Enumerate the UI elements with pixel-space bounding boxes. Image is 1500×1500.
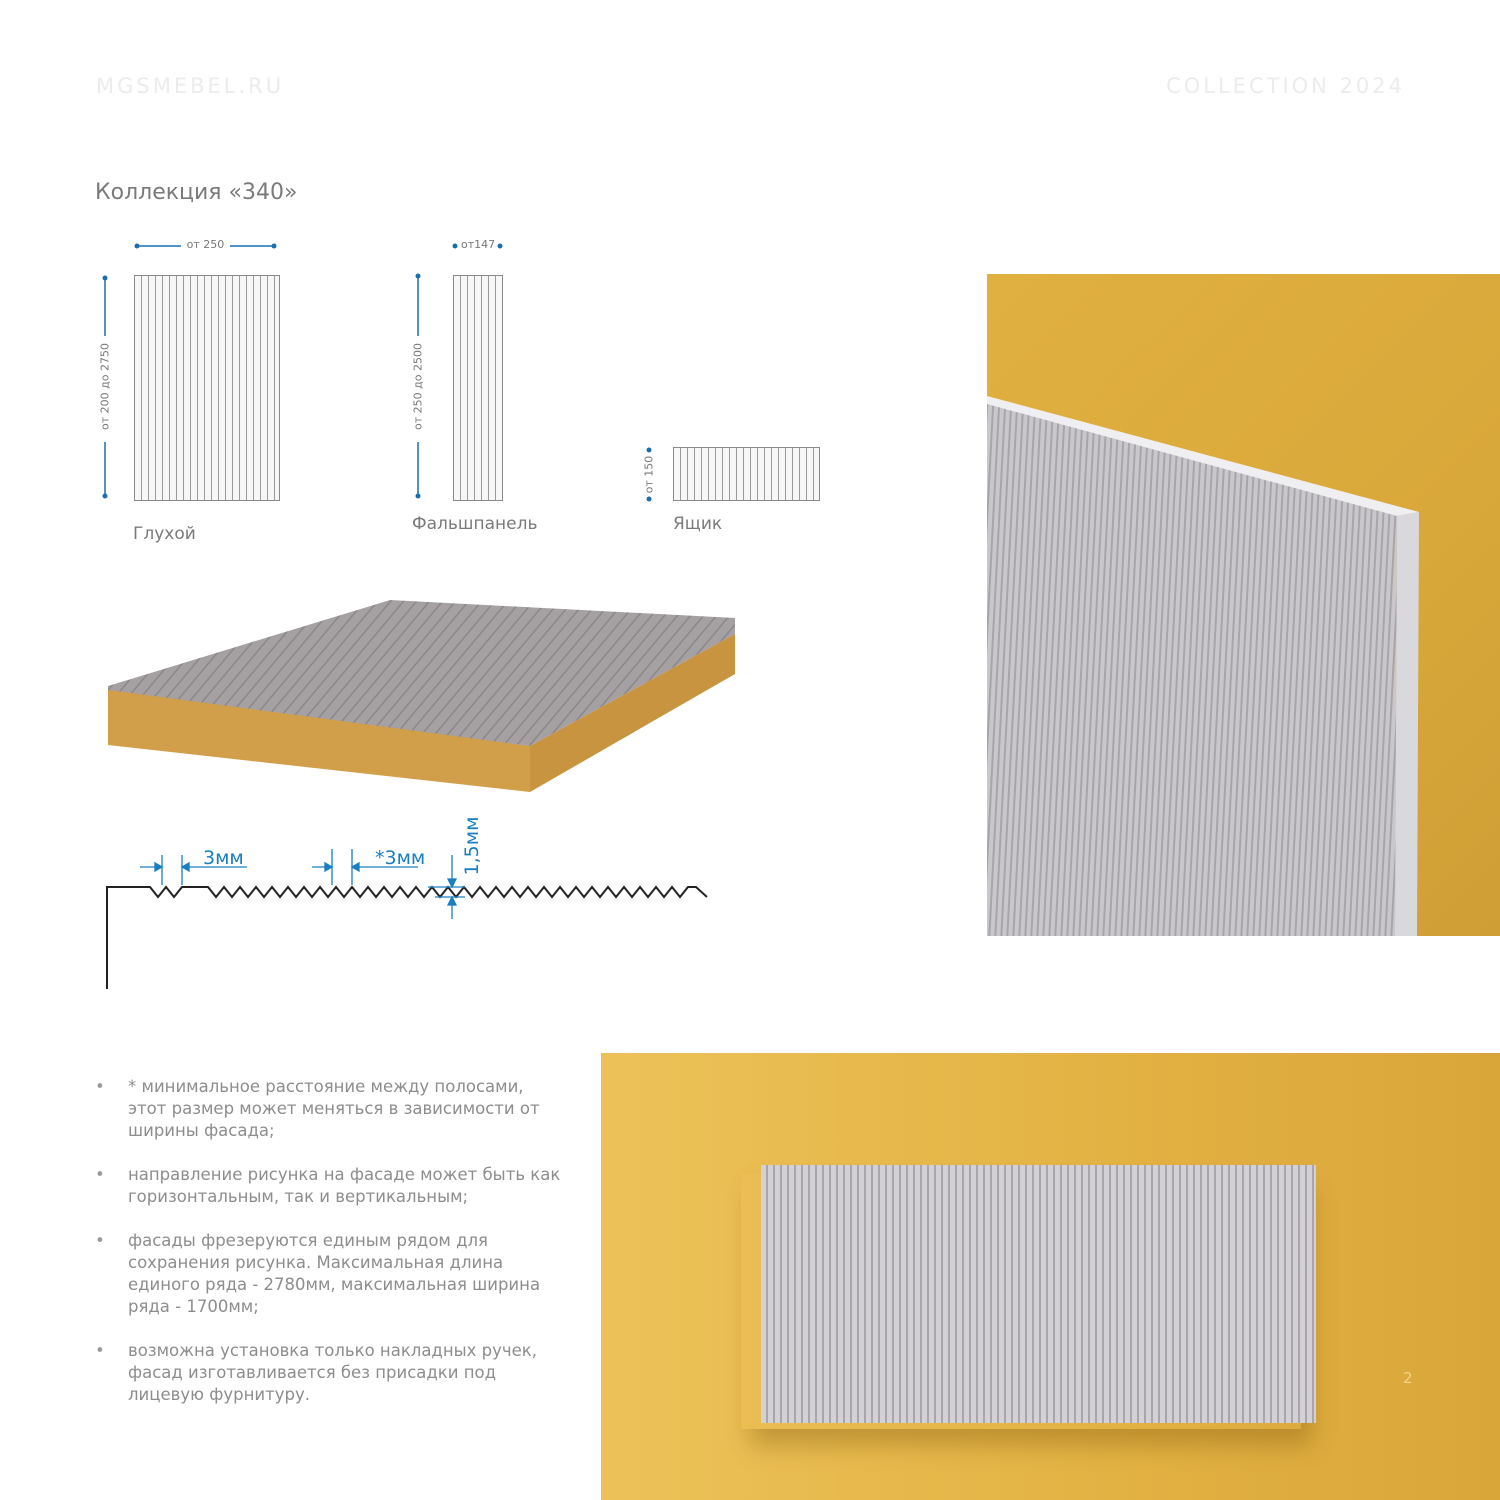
- board-3d-render: [100, 590, 750, 805]
- height-label: от 200 до 2750: [98, 343, 112, 430]
- brand-name: MGSMEBEL.RU: [96, 74, 285, 98]
- panel-caption: Фальшпанель: [412, 514, 538, 534]
- profile-step-min-label: *3мм: [375, 847, 426, 869]
- notes-list: [95, 1076, 565, 1428]
- profile-lines: [100, 815, 720, 1000]
- note-item: • фасады фрезеруются единым рядом для сохранения рисунка. Максимальная длина единого ряда - 2780мм, максимальная ширина ряда - 1700мм;: [95, 1230, 565, 1318]
- panel-drawer-diagram: [635, 440, 835, 550]
- photo-vertical-facade: [987, 274, 1500, 936]
- height-label: от 250 до 2500: [411, 343, 425, 430]
- panel-caption: Глухой: [133, 524, 196, 544]
- page-title: Коллекция «340»: [95, 180, 298, 205]
- profile-step-label: 3мм: [203, 847, 244, 869]
- panel-caption: Ящик: [673, 514, 723, 534]
- profile-diagram: [100, 815, 720, 1000]
- profile-depth-label: 1,5мм: [461, 816, 483, 876]
- panel-false: [453, 275, 503, 501]
- width-label: от147: [461, 238, 496, 251]
- panel-blind: [134, 275, 280, 501]
- note-item: • возможна установка только накладных ручек, фасад изготавливается без присадки под лицевую фурнитуру.: [95, 1340, 565, 1406]
- note-item: • * минимальное расстояние между полосами, этот размер может меняться в зависимости от ширины фасада;: [95, 1076, 565, 1142]
- panel-false-diagram: [405, 232, 555, 552]
- facade-panel: [761, 1165, 1316, 1423]
- panel-blind-diagram: [95, 232, 295, 552]
- collection-label: COLLECTION 2024: [1166, 74, 1405, 98]
- height-label: от 150: [642, 455, 656, 494]
- note-item: • направление рисунка на фасаде может быть как горизонтальным, так и вертикальным;: [95, 1164, 565, 1208]
- width-label: от 250: [186, 238, 225, 251]
- facade-photo-illustration: [987, 274, 1500, 936]
- page-number: 2: [1403, 1369, 1413, 1387]
- photo-horizontal-facade: [601, 1053, 1500, 1500]
- panel-drawer: [673, 447, 820, 501]
